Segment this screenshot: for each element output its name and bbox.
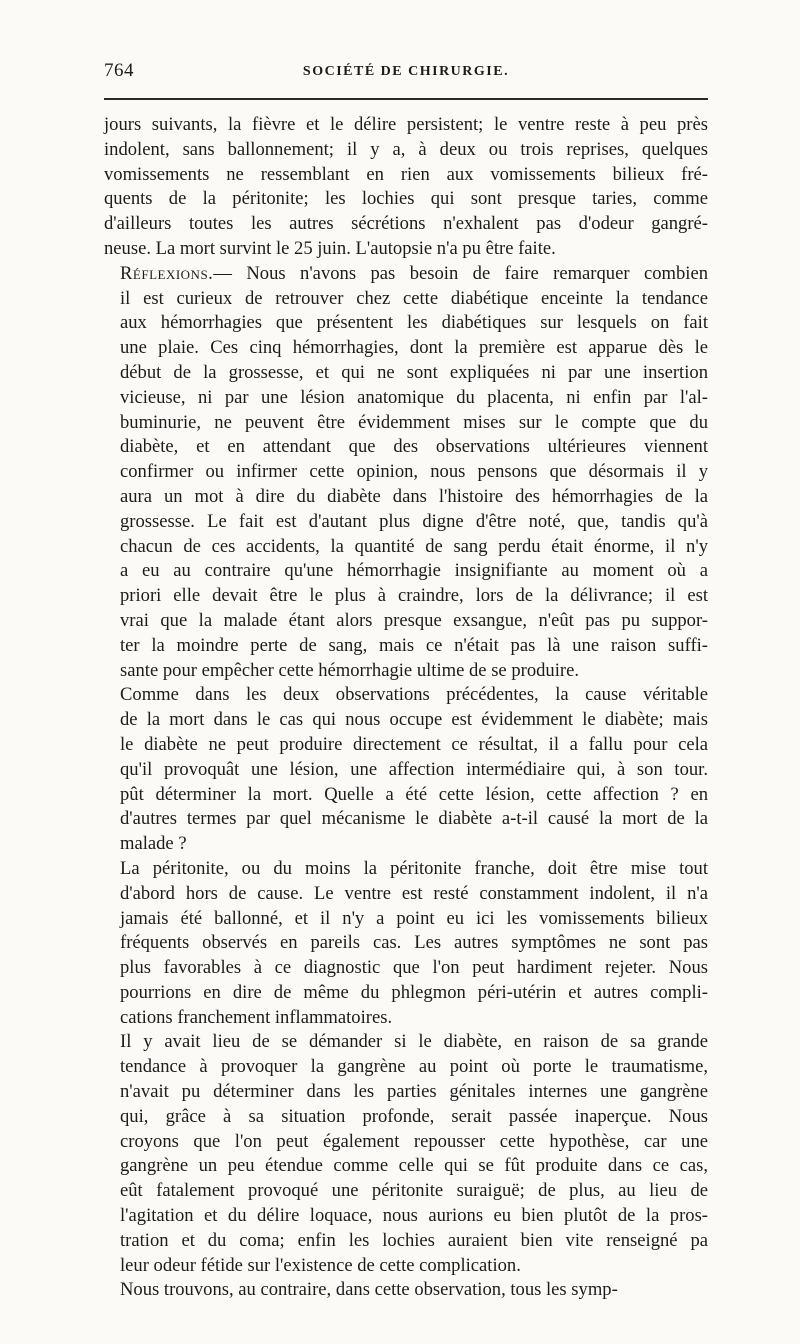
text-line: aux hémorrhagies que présentent les diabétiques sur lesquels on fait bbox=[120, 312, 708, 334]
text-line: Il y avait lieu de se démander si le diabète, en raison de sa grande bbox=[120, 1031, 708, 1053]
paragraph bbox=[104, 857, 708, 1031]
running-head: SOCIÉTÉ DE CHIRURGIE. bbox=[302, 64, 510, 79]
text-line: jours suivants, la fièvre et le délire persistent; le ventre reste à peu près bbox=[104, 114, 708, 135]
text-line: il est curieux de retrouver chez cette diabétique enceinte la tendance bbox=[120, 287, 708, 309]
text-line: chacun de ces accidents, la quantité de sang perdu était énorme, il n'y bbox=[120, 535, 708, 557]
text-line: plus favorables à ce diagnostic que l'on peut hardiment rejeter. Nous bbox=[120, 957, 708, 979]
text-line: ter la moindre perte de sang, mais ce n'était pas là une raison suffi- bbox=[120, 634, 708, 656]
text-line: tration et du coma; enfin les lochies auraient bien vite renseigné pa bbox=[120, 1229, 708, 1251]
text-line: croyons que l'on peut également repousser cette hypothèse, car une bbox=[120, 1130, 708, 1152]
text-line: d'ailleurs toutes les autres sécrétions n'exhalent pas d'odeur gangré- bbox=[104, 213, 708, 235]
text-line: Nous trouvons, au contraire, dans cette observation, tous les symp- bbox=[120, 1279, 618, 1301]
text-line: gangrène un peu étendue comme celle qui se fût produite dans ce cas, bbox=[120, 1155, 708, 1177]
paragraph bbox=[104, 113, 708, 262]
header-rule bbox=[104, 98, 708, 100]
text-line: vrai que la malade étant alors presque exsangue, n'eût pas pu suppor- bbox=[120, 609, 708, 631]
page-number: 764 bbox=[104, 60, 134, 81]
text-line: a eu au contraire qu'une hémorrhagie insignifiante au moment où a bbox=[120, 560, 708, 582]
paragraph bbox=[104, 683, 708, 857]
text-line: qu'il provoquât une lésion, une affection intermédiaire qui, à son tour. bbox=[120, 758, 708, 780]
text-line: le diabète ne peut produire directement ce résultat, il a fallu pour cela bbox=[120, 733, 708, 755]
page-header bbox=[104, 60, 708, 88]
text-line: une plaie. Ces cinq hémorrhagies, dont la première est apparue dès le bbox=[120, 337, 708, 359]
text-line: qui, grâce à sa situation profonde, serait passée inaperçue. Nous bbox=[120, 1105, 708, 1127]
text-line: buminurie, ne peuvent être évidemment mises sur le compte que du bbox=[120, 411, 708, 433]
text-line: pût déterminer la mort. Quelle a été cette lésion, cette affection ? en bbox=[120, 783, 708, 805]
paragraph bbox=[104, 1030, 708, 1278]
body-text bbox=[104, 113, 708, 1303]
text-line: d'abord hors de cause. Le ventre est resté constamment indolent, il n'a bbox=[120, 882, 708, 904]
text-line bbox=[104, 262, 708, 287]
text-line: n'avait pu déterminer dans les parties génitales internes une gangrène bbox=[120, 1081, 708, 1103]
text-line: diabète, et en attendant que des observations ultérieures viennent bbox=[120, 436, 708, 458]
text-line: priori elle devait être le plus à craindre, lors de la délivrance; il est bbox=[120, 585, 708, 607]
text-line: sante pour empêcher cette hémorrhagie ultime de se produire. bbox=[120, 659, 579, 681]
text-line: l'agitation et du délire loquace, nous aurions eu bien plutôt de la pros- bbox=[120, 1205, 708, 1227]
text-line: vomissements ne ressemblant en rien aux vomissements bilieux fré- bbox=[104, 163, 708, 185]
text-line: jamais été ballonné, et il n'y a point eu ici les vomissements bilieux bbox=[120, 907, 708, 929]
section-lead: Réflexions. bbox=[120, 262, 214, 284]
paragraph bbox=[104, 1278, 708, 1303]
text-line: grossesse. Le fait est d'autant plus digne d'être noté, que, tandis qu'à bbox=[120, 510, 708, 532]
text-line: cations franchement inflammatoires. bbox=[120, 1006, 393, 1028]
text-line: pourrions en dire de même du phlegmon péri-utérin et autres compli- bbox=[120, 981, 708, 1003]
text-line: leur odeur fétide sur l'existence de cette complication. bbox=[120, 1254, 521, 1276]
text-line: tendance à provoquer la gangrène au point où porte le traumatisme, bbox=[120, 1056, 708, 1078]
text-line: eût fatalement provoqué une péritonite suraiguë; de plus, au lieu de bbox=[120, 1180, 708, 1202]
paragraph bbox=[104, 262, 708, 684]
text-line: de la mort dans le cas qui nous occupe est évidemment le diabète; mais bbox=[120, 709, 708, 731]
text-line: Comme dans les deux observations précédentes, la cause véritable bbox=[120, 684, 708, 706]
text-line: aura un mot à dire du diabète dans l'histoire des hémorrhagies de la bbox=[120, 485, 708, 507]
text-line: confirmer ou infirmer cette opinion, nous pensons que désormais il y bbox=[120, 461, 708, 483]
text-line: vicieuse, ni par une lésion anatomique du placenta, ni enfin par l'al- bbox=[120, 386, 708, 408]
text-line: neuse. La mort survint le 25 juin. L'autopsie n'a pu être faite. bbox=[104, 237, 556, 259]
text-line-rest: — Nous n'avons pas besoin de faire remarquer combien bbox=[213, 262, 708, 284]
text-line: d'autres termes par quel mécanisme le diabète a-t-il causé la mort de la bbox=[120, 808, 708, 830]
text-line: malade ? bbox=[120, 833, 187, 855]
text-line: indolent, sans ballonnement; il y a, à deux ou trois reprises, quelques bbox=[104, 138, 708, 160]
text-line: La péritonite, ou du moins la péritonite franche, doit être mise tout bbox=[120, 857, 708, 879]
text-line: quents de la péritonite; les lochies qui sont presque taries, comme bbox=[104, 188, 708, 210]
text-line: début de la grossesse, et qui ne sont expliquées ni par une insertion bbox=[120, 361, 708, 383]
text-line: fréquents observés en pareils cas. Les autres symptômes ne sont pas bbox=[120, 932, 708, 954]
